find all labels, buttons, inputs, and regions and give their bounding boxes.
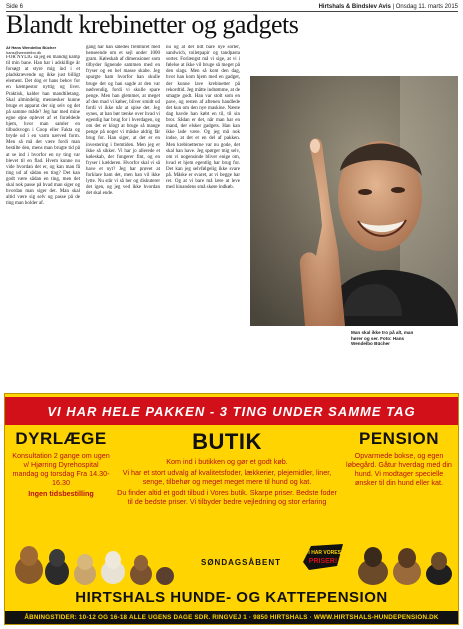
byline-email: hans@wendelbo.dk <box>6 50 42 55</box>
ad-footer-hours[interactable]: ÅBNINGSTIDER: 10-12 OG 16-18 ALLE UGENS DAGE SDR. RINGVEJ 1 · 9850 HIRTSHALS · WWW.HIRTSHALS-HUNDEPENSION.DK <box>5 611 458 624</box>
price-badge-icon <box>301 542 345 572</box>
pension-text: Opvarmede bokse, og egen løbegård. Gåtur hverdag med din hund. Vi modtager specielle ønsker til din hund eller kat. <box>346 451 452 487</box>
badge-bottom-text: PRISER! <box>308 558 338 565</box>
byline <box>6 45 66 55</box>
ad-banner <box>5 397 458 425</box>
ad-banner-text: VI HAR HELE PAKKEN - 3 TING UNDER SAMME TAG <box>47 403 416 419</box>
shop-title: BUTIK <box>192 429 262 454</box>
ad-section-shop <box>115 429 339 506</box>
article-column-1: FOR NYLIG så jeg en mandig kamp til min bane. Han har i adskillige år forsøgt at styre mig ind i et pladskrævende og ikke just billigt element. Det dog er hans behov for en kæmpestor nyttig og liver. Praktisk, kalder han mandtiletang. Skal almindelig mennesker kunne bruge et apparat der sig selv og det på samme måde? Jeg har med mine egne øjne oplevet af et forældede hjem, hvor man samler en tilbudsvogn i Coop eller Fakta og bryde ud i en varm nærved form. Men så må det være fordi man bestilte den, mens man brugte tid på at se ind i hvorfor en ny ting var blevet til en flad. Hvem kunne nu vide hvordan det er, og kan man få ting ud af sådan en ting? Det kan godt være sådan en ting, men det skal nok passe på hvad man siger og hvordan man siger det. Man skal altid være sig selv og passe på de ting man holder af. <box>6 55 80 207</box>
article-column-2: gang har han således fremturet med henseende om et sejl under 1000 gram. Køleskab af dimensioner som tilbyder lignende sammen med en fryser og en hel masse skabe. Jeg spurgte ham hvorfor han skulle bruge det og han sagde at den var nødvendig, fordi vi skulle spare penge. Men han glemmer, at meget af den mad vi køber, bliver smidt ud fordi vi ikke når at spise det. Jeg synes, at han bør tænke over hvad vi egentlig har brug for i hverdagen, og om det er klogt at bruge så mange penge på noget vi måske aldrig får brug for. Han siger, at det er en investering i fremtiden. Men jeg er ikke så sikker. Vi har jo allerede et køleskab, der fungerer fint, og en fryser i kælderen. Hvorfor skal vi så have et nyt? Jeg har prøvet at forklare ham det, men han vil ikke lytte. Nu står vi så her og diskuterer det igen, og jeg ved ikke hvordan det skal ende. <box>86 45 160 197</box>
dogs-illustration-right <box>351 530 456 586</box>
paper-name: Hirtshals & Bindslev Avis <box>318 3 391 10</box>
pension-title: PENSION <box>358 429 440 448</box>
paper-info <box>319 4 458 10</box>
advertisement[interactable] <box>4 393 459 625</box>
shop-text-1: Kom ind i butikken og gør et godt køb. <box>166 457 288 466</box>
ad-section-pension <box>343 429 455 487</box>
byline-author: Af Hans Wendelbo Bücher <box>6 45 57 50</box>
vet-no-booking: Ingen tidsbestilling <box>28 489 94 498</box>
article-headline: Blandt krebinetter og gadgets <box>6 10 299 39</box>
article-column-3: nu og at det lidt bare nye sorter, sandwich, toiletpapir og tandpasta sorter. Forlængst må vi sige, at vi i følelse at ikke vil bruge så meget på den slags. Men så kom den dag, hvor han kom hjem med en gadget, der kunne lave krebinetter på rekordtid. Jeg måtte indrømme, at de smagte godt. Han var stolt som en pave, og resten af aftenen handlede det kun om den nye maskine. Næste dag havde han købt en til, til sin bror. Sådan er det, når man har en mand, der elsker gadgets. Han kan ikke lade være. Og jeg må nok indse, at det er en del af pakken. Men krebinetterne var nu gode, det skal han have. Jeg spørger mig selv, om vi nogensinde bliver enige om, hvad et hjem egentlig har brug for. Det kan jeg selvfølgelig ikke svare på. Måske er svaret, at vi begge har ret. Og at vi bare må lære at leve med hinandens små skøre indkøb. <box>166 45 240 191</box>
badge-top-text: VI HAR VORES <box>305 550 341 556</box>
article-photo <box>250 76 458 326</box>
dogs-illustration-left <box>9 530 179 586</box>
man-with-finger-photo <box>250 76 458 326</box>
photo-caption: Man skal ikke tro på alt, man hører og ser. Foto: Hans Wendelbo Bücher <box>351 330 414 347</box>
page-number: Side 6 <box>6 3 24 10</box>
issue-date: | Onsdag 11. marts 2015 <box>392 3 458 10</box>
sunday-open: SØNDAGSÅBENT <box>200 558 281 567</box>
vet-title: DYRLÆGE <box>15 429 107 448</box>
ad-section-vet <box>11 429 111 498</box>
business-name: HIRTSHALS HUNDE- OG KATTEPENSION <box>75 589 388 606</box>
vet-text: Konsultation 2 gange om ugen v/ Hjørring Dyrehospital mandag og torsdag Fra 14.30-16.30 <box>12 451 110 487</box>
shop-text-3: Du finder altid et godt tilbud i Vores butik. Skarpe priser. Bedste foder til de bedste priser. Vi tilbyder bedre vejledning og stor erfaring <box>117 488 337 506</box>
shop-text-2: Vi har et stort udvalg af kvalitetsfoder, lækkerier, plejemidler, liner, senge, tilbehør og meget meget mere til hund og kat. <box>122 468 332 486</box>
